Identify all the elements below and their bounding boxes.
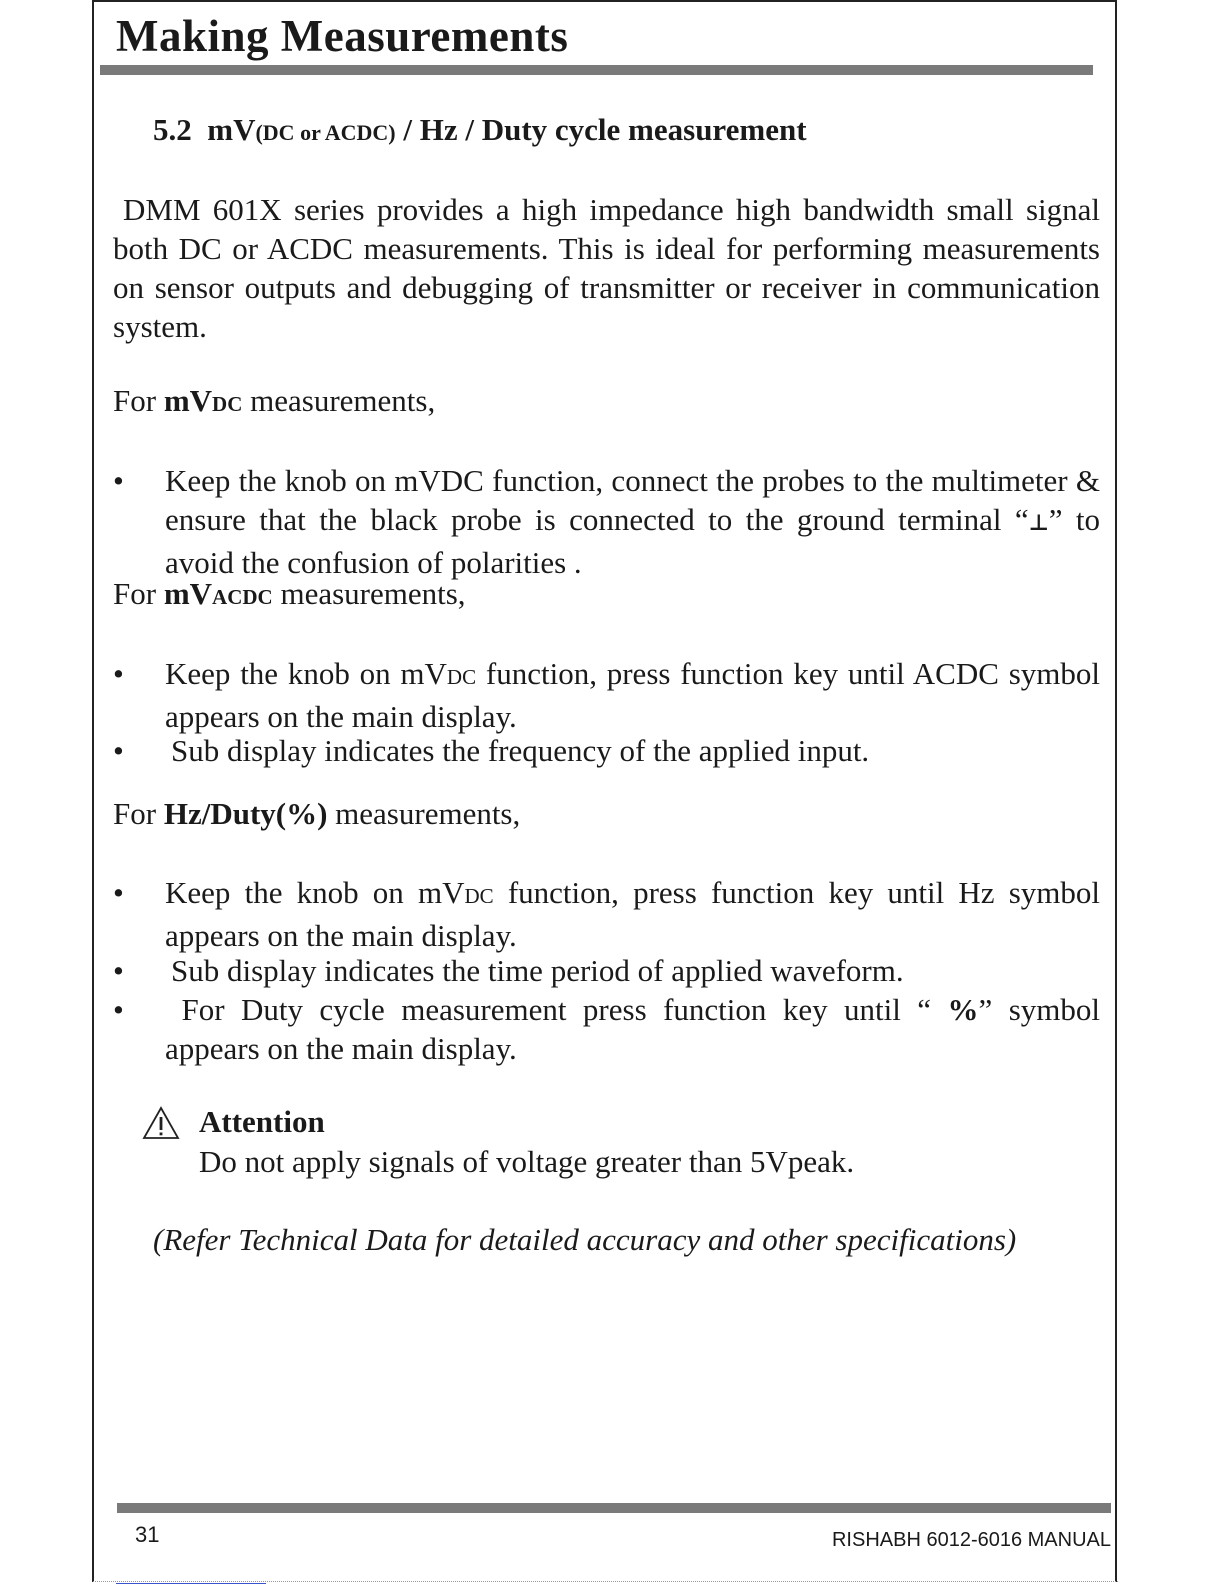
bullet-dot: • bbox=[113, 953, 124, 988]
page-bottom-border bbox=[93, 1581, 1118, 1582]
lead-prefix: For bbox=[113, 796, 164, 831]
attention-title: Attention bbox=[199, 1104, 325, 1139]
manual-title: RISHABH 6012-6016 MANUAL bbox=[831, 1529, 1111, 1551]
header-rule bbox=[100, 65, 1093, 75]
bullet-dot: • bbox=[113, 463, 124, 498]
bullet-text-part: Keep the knob on mV bbox=[165, 656, 447, 691]
lead-prefix: For bbox=[113, 576, 164, 611]
bullet-text bbox=[165, 990, 1100, 1068]
page-number: 31 bbox=[135, 1522, 160, 1547]
intro-paragraph: DMM 601X series provides a high impedance high bandwidth small signal both DC or ACDC measurements. This is ideal for performing measurements on sensor outputs and debugging of transmitter or receiver in communication system. bbox=[113, 192, 1100, 344]
lead-bold: mV bbox=[163, 576, 213, 611]
bullet-text-part: Keep the knob on mVDC function, connect the probes to the multimeter & ensure that the black probe is connected to the ground terminal “ bbox=[165, 463, 1100, 537]
bullet-text-part: ” to avoid the confusion of polarities . bbox=[165, 502, 1100, 580]
bullet-text-part: Keep the knob on mV bbox=[165, 875, 465, 910]
ground-symbol: ⊥ bbox=[1028, 511, 1049, 536]
bullet-text-part: function, press function key until Hz symbol appears on the main display. bbox=[165, 875, 1100, 953]
attention-body: Do not apply signals of voltage greater than 5Vpeak. bbox=[199, 1144, 855, 1179]
lead-suffix: measurements, bbox=[327, 796, 521, 831]
refer-note: (Refer Technical Data for detailed accuracy and other specifications) bbox=[153, 1222, 1017, 1257]
subscript: DC bbox=[464, 884, 494, 908]
lead-sub: ACDC bbox=[212, 585, 273, 609]
section-number: 5.2 bbox=[153, 112, 192, 147]
bullet-text: Sub display indicates the time period of applied waveform. bbox=[171, 953, 904, 988]
percent-symbol: % bbox=[947, 992, 979, 1027]
warning-triangle-icon bbox=[142, 1106, 180, 1145]
lead-prefix: For bbox=[113, 383, 164, 418]
subscript: DC bbox=[446, 665, 477, 689]
page-title: Making Measurements bbox=[116, 11, 569, 61]
section-title-rest: / Hz / Duty cycle measurement bbox=[403, 112, 807, 147]
bullet-text: Sub display indicates the frequency of the applied input. bbox=[171, 733, 870, 768]
mvdc-lead bbox=[113, 383, 435, 419]
bullet-dot: • bbox=[113, 656, 124, 691]
lead-suffix: measurements, bbox=[242, 383, 436, 418]
hz-lead bbox=[113, 796, 520, 832]
mvacdc-lead bbox=[113, 576, 466, 612]
link-underline bbox=[116, 1583, 266, 1584]
bullet-text bbox=[165, 461, 1100, 582]
lead-suffix: measurements, bbox=[272, 576, 466, 611]
bullet-text bbox=[165, 873, 1100, 955]
lead-bold: mV bbox=[163, 383, 213, 418]
bullet-text-part: ” symbol appears on the main display. bbox=[165, 992, 1101, 1066]
bullet-text-part: function, press function key until ACDC symbol appears on the main display. bbox=[165, 656, 1100, 734]
footer-rule bbox=[117, 1503, 1111, 1513]
section-heading bbox=[153, 112, 807, 148]
bullet-text bbox=[165, 654, 1100, 736]
bullet-dot: • bbox=[113, 992, 124, 1027]
bullet-dot: • bbox=[113, 875, 124, 910]
bullet-text-part: For Duty cycle measurement press function key until “ bbox=[181, 992, 948, 1027]
lead-bold: Hz/Duty(%) bbox=[163, 796, 328, 831]
section-title-mv: mV bbox=[207, 112, 256, 147]
bullet-dot: • bbox=[113, 733, 124, 768]
section-title-mode: (DC or ACDC) bbox=[255, 120, 396, 145]
lead-sub: DC bbox=[212, 392, 243, 416]
